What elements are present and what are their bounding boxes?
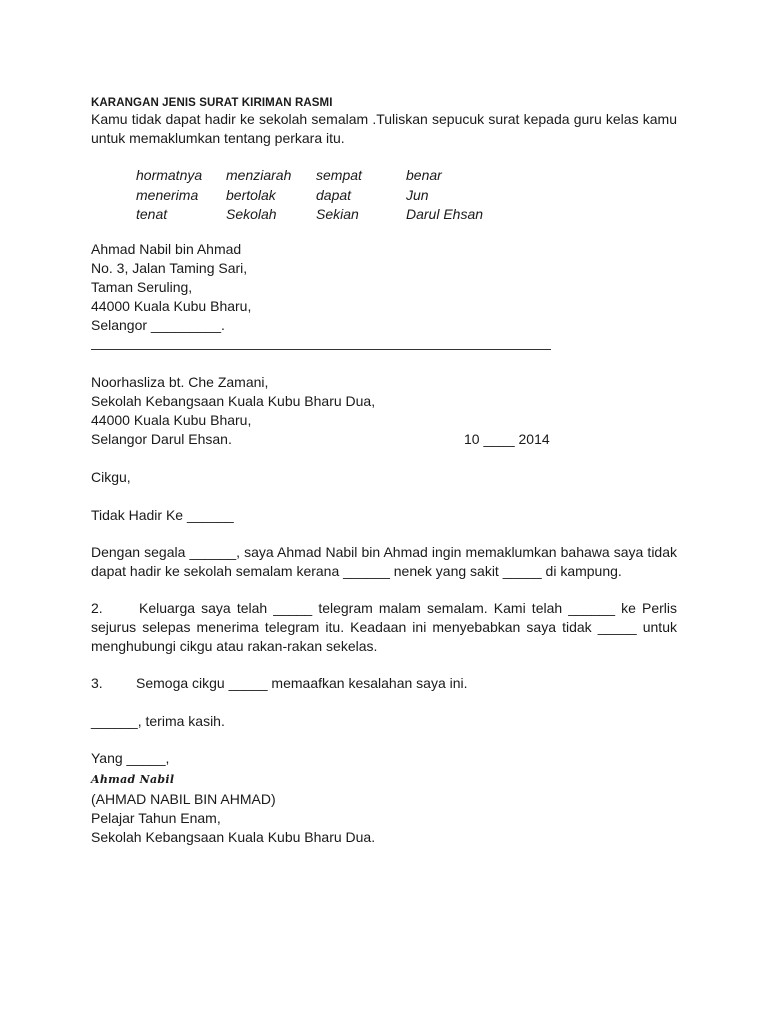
word-bank-word: dapat: [316, 186, 352, 203]
letter-date: 10 ____ 2014: [464, 431, 550, 447]
recipient-address: [91, 373, 375, 449]
word-bank-word: Jun: [406, 186, 429, 203]
word-bank-word: Sekolah: [226, 206, 277, 222]
recipient-address-line: 44000 Kuala Kubu Bharu,: [91, 412, 252, 428]
divider-line: [91, 349, 551, 350]
paragraph-2: [91, 599, 677, 656]
word-bank-word: Darul Ehsan: [406, 206, 484, 222]
letter-subject: Tidak Hadir Ke ______: [91, 507, 234, 523]
word-bank-word: menerima: [136, 186, 199, 203]
paragraph-number: 2.: [91, 600, 103, 616]
signer-school: Sekolah Kebangsaan Kuala Kubu Bharu Dua.: [91, 829, 376, 845]
word-bank-word: bertolak: [226, 186, 276, 203]
signer-role: Pelajar Tahun Enam,: [91, 810, 221, 826]
recipient-address-line: Sekolah Kebangsaan Kuala Kubu Bharu Dua,: [91, 393, 376, 409]
signer-block: [91, 790, 375, 847]
document-heading: KARANGAN JENIS SURAT KIRIMAN RASMI: [91, 97, 333, 109]
salutation: Cikgu,: [91, 469, 131, 485]
paragraph-2-text: sejurus selepas menerima telegram itu. Keadaan ini menyebabkan saya tidak _____ untuk menghubungi cikgu atau rakan-rakan sekelas.: [91, 619, 677, 654]
sender-address-line: Taman Seruling,: [91, 279, 193, 295]
word-bank-word: benar: [406, 167, 442, 183]
recipient-address-line: Noorhasliza bt. Che Zamani,: [91, 374, 269, 390]
yang-line: Yang _____,: [91, 750, 170, 766]
word-bank-word: tenat: [136, 206, 168, 222]
closing-line: ______, terima kasih.: [91, 713, 225, 729]
word-bank-word: Sekian: [316, 206, 359, 222]
sender-address-line: Ahmad Nabil bin Ahmad: [91, 241, 242, 257]
sender-address: [91, 240, 251, 335]
handwritten-signature: Ahmad Nabil: [91, 773, 175, 786]
paragraph-2-first-line: [91, 599, 677, 618]
paragraph-2-text-line: Keluarga saya telah _____ telegram malam semalam. Kami telah ______ ke Perlis: [139, 600, 677, 616]
instruction-text: Kamu tidak dapat hadir ke sekolah semalam .Tuliskan sepucuk surat kepada guru kelas kamu untuk memaklumkan tentang perkara itu.: [91, 111, 677, 146]
word-bank-word: sempat: [316, 167, 362, 183]
paragraph-1: Dengan segala ______, saya Ahmad Nabil bin Ahmad ingin memaklumkan bahawa saya tidak dapat hadir ke sekolah semalam kerana ______ nenek yang sakit _____ di kampung.: [91, 544, 677, 579]
recipient-address-line: Selangor Darul Ehsan.: [91, 431, 232, 447]
paragraph-3-number: 3.: [91, 675, 103, 691]
paragraph-3-text: Semoga cikgu _____ memaafkan kesalahan saya ini.: [136, 675, 468, 691]
sender-address-line: Selangor _________.: [91, 317, 225, 333]
word-bank-word: menziarah: [226, 167, 292, 183]
sender-address-line: 44000 Kuala Kubu Bharu,: [91, 298, 252, 314]
word-bank-word: hormatnya: [136, 167, 203, 183]
sender-address-line: No. 3, Jalan Taming Sari,: [91, 260, 248, 276]
signer-name: (AHMAD NABIL BIN AHMAD): [91, 791, 276, 807]
